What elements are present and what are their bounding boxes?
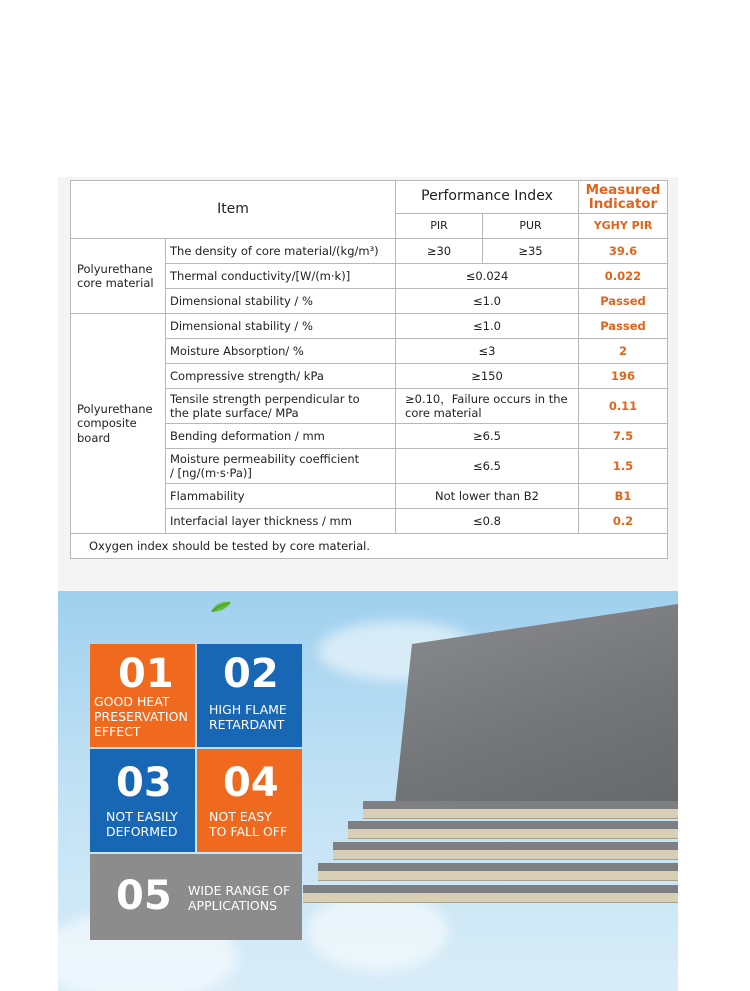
feature-tile-03 (90, 749, 195, 852)
promo-banner (58, 591, 678, 991)
feature-text: WIDE RANGE OF APPLICATIONS (188, 883, 291, 913)
row-measured: 0.022 (579, 264, 668, 289)
row-measured: 39.6 (579, 239, 668, 264)
row-item: Flammability (166, 484, 396, 509)
leaf-icon (210, 601, 232, 613)
board-layer (318, 863, 678, 877)
feature-tile-02 (197, 644, 302, 747)
row-item: The density of core material/(kg/m³) (166, 239, 396, 264)
measured-indicator-header: Measured Indicator (579, 181, 668, 214)
category-core-material: Polyurethane core material (71, 239, 166, 314)
pir-header: PIR (396, 214, 483, 239)
row-measured: B1 (579, 484, 668, 509)
row-index: ≤1.0 (396, 289, 579, 314)
feature-tile-04 (197, 749, 302, 852)
row-pur: ≥35 (483, 239, 579, 264)
table-row (71, 314, 668, 339)
spec-table (70, 180, 668, 559)
cloud (308, 891, 448, 971)
row-item: Interfacial layer thickness / mm (166, 509, 396, 534)
row-item: Dimensional stability / % (166, 314, 396, 339)
row-item: Moisture Absorption/ % (166, 339, 396, 364)
feature-tile-01 (90, 644, 195, 747)
yghy-pir-header: YGHY PIR (579, 214, 668, 239)
row-measured: 2 (579, 339, 668, 364)
board-layer (348, 821, 678, 835)
feature-grid (90, 644, 302, 940)
row-measured: 0.11 (579, 389, 668, 424)
table-note: Oxygen index should be tested by core material. (71, 534, 668, 559)
row-index: ≤3 (396, 339, 579, 364)
feature-number: 05 (116, 873, 172, 919)
board-layer (333, 842, 678, 856)
row-pir: ≥30 (396, 239, 483, 264)
feature-number: 01 (118, 651, 174, 697)
row-item: Tensile strength perpendicular to the plate surface/ MPa (166, 389, 396, 424)
row-item: Thermal conductivity/[W/(m·k)] (166, 264, 396, 289)
feature-text: HIGH FLAME RETARDANT (209, 702, 287, 732)
row-measured: 1.5 (579, 449, 668, 484)
row-item: Compressive strength/ kPa (166, 364, 396, 389)
feature-text: GOOD HEAT PRESERVATION EFFECT (94, 694, 188, 739)
row-item: Moisture permeability coefficient / [ng/(m·s·Pa)] (166, 449, 396, 484)
feature-text: NOT EASILY DEFORMED (106, 809, 178, 839)
row-index: ≤0.024 (396, 264, 579, 289)
row-measured: 0.2 (579, 509, 668, 534)
row-item: Bending deformation / mm (166, 424, 396, 449)
category-composite-board: Polyurethane composite board (71, 314, 166, 534)
pur-header: PUR (483, 214, 579, 239)
performance-index-header: Performance Index (396, 181, 579, 214)
row-index: ≤6.5 (396, 449, 579, 484)
row-index: ≥0.10，Failure occurs in the core material (396, 389, 579, 424)
feature-text: NOT EASY TO FALL OFF (209, 809, 288, 839)
row-measured: Passed (579, 289, 668, 314)
row-index: Not lower than B2 (396, 484, 579, 509)
item-header: Item (71, 181, 396, 239)
feature-tile-05 (90, 854, 302, 940)
feature-number: 04 (223, 760, 279, 806)
feature-number: 02 (223, 651, 279, 697)
row-index: ≤1.0 (396, 314, 579, 339)
row-item: Dimensional stability / % (166, 289, 396, 314)
board-layer (363, 801, 678, 815)
row-index: ≤0.8 (396, 509, 579, 534)
board-layer (303, 885, 678, 899)
row-measured: 7.5 (579, 424, 668, 449)
row-index: ≥150 (396, 364, 579, 389)
row-measured: Passed (579, 314, 668, 339)
table-row (71, 239, 668, 264)
row-measured: 196 (579, 364, 668, 389)
feature-number: 03 (116, 760, 172, 806)
row-index: ≥6.5 (396, 424, 579, 449)
